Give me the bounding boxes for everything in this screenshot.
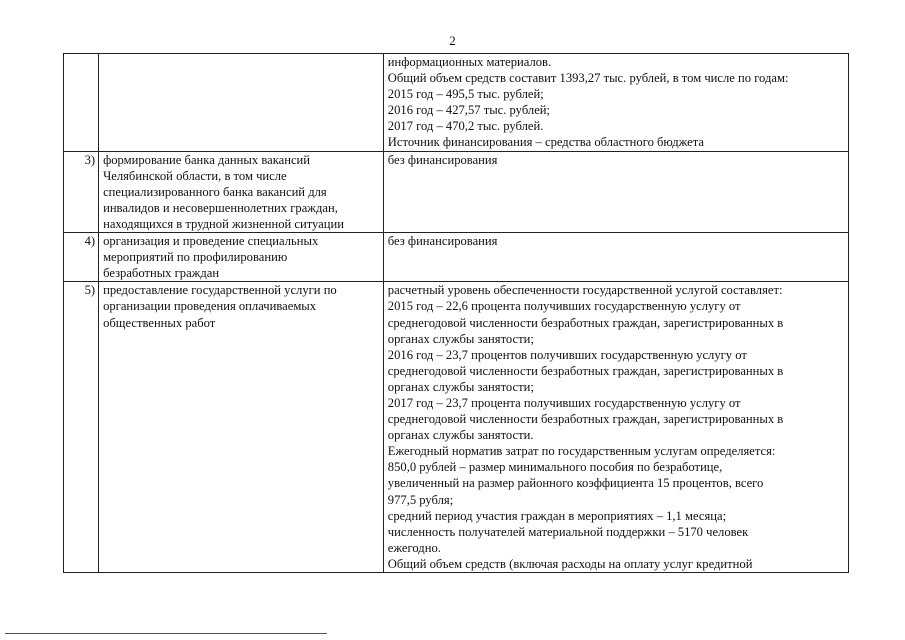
financing-line: 2015 год – 495,5 тыс. рублей; (387, 87, 544, 102)
activity-name-line: мероприятий по профилированию (103, 250, 288, 265)
financing-line: 2016 год – 23,7 процентов получивших государственную услугу от (387, 347, 747, 362)
activity-name-line: Челябинской области, в том числе (103, 168, 287, 183)
activity-name-cell (99, 233, 384, 282)
program-table (63, 53, 849, 573)
table-row (64, 282, 849, 573)
financing-cell (383, 233, 848, 282)
activity-name-line: организация и проведение специальных (103, 234, 319, 249)
activity-name-line: предоставление государственной услуги по (103, 283, 337, 298)
financing-line: органах службы занятости; (387, 379, 534, 394)
financing-line: численность получателей материальной поддержки – 5170 человек (387, 524, 749, 539)
activity-name-line: организации проведения оплачиваемых (103, 299, 317, 314)
page-number: 2 (449, 33, 456, 48)
footer-rule (5, 633, 327, 634)
financing-line: среднегодовой численности безработных граждан, зарегистрированных в (387, 412, 784, 427)
financing-line: 2016 год – 427,57 тыс. рублей; (387, 103, 551, 118)
financing-line: расчетный уровень обеспеченности государственной услугой составляет: (387, 283, 783, 298)
financing-line: 977,5 рубля; (387, 492, 454, 507)
financing-line: 850,0 рублей – размер минимального пособия по безработице, (387, 460, 723, 475)
financing-line: среднегодовой численности безработных граждан, зарегистрированных в (387, 315, 784, 330)
activity-name-line: инвалидов и несовершеннолетних граждан, (103, 200, 338, 215)
financing-line: увеличенный на размер районного коэффициента 15 процентов, всего (387, 476, 764, 491)
financing-line: среднегодовой численности безработных граждан, зарегистрированных в (387, 363, 784, 378)
financing-line: Общий объем средств (включая расходы на оплату услуг кредитной (387, 556, 753, 571)
financing-line: органах службы занятости. (387, 428, 534, 443)
financing-line: 2017 год – 23,7 процента получивших государственную услугу от (387, 395, 741, 410)
financing-cell (383, 151, 848, 232)
financing-line: органах службы занятости; (387, 331, 534, 346)
row-number: 3) (84, 152, 96, 167)
activity-name-line: общественных работ (103, 315, 216, 330)
activity-name-line: формирование банка данных вакансий (103, 152, 311, 167)
financing-line: информационных материалов. (387, 55, 552, 69)
activity-name-cell (99, 282, 384, 573)
financing-line: без финансирования (387, 234, 498, 249)
financing-line: средний период участия граждан в мероприятиях – 1,1 месяца; (387, 508, 727, 523)
financing-line: без финансирования (387, 152, 498, 167)
table-row (64, 151, 849, 232)
row-number-cell (64, 54, 99, 152)
activity-name-cell (99, 54, 384, 152)
row-number: 4) (84, 234, 96, 249)
table-row (64, 54, 849, 152)
row-number-cell (64, 151, 99, 232)
row-number: 5) (84, 283, 96, 298)
activity-name-line: безработных граждан (103, 266, 220, 281)
financing-line: 2015 год – 22,6 процента получивших государственную услугу от (387, 299, 741, 314)
financing-line: Источник финансирования – средства областного бюджета (387, 135, 704, 150)
activity-name-line: находящихся в трудной жизненной ситуации (103, 216, 344, 231)
financing-line: Ежегодный норматив затрат по государственным услугам определяется: (387, 444, 776, 459)
table-row (64, 233, 849, 282)
activity-name-line: специализированного банка вакансий для (103, 184, 327, 199)
row-number-cell (64, 282, 99, 573)
financing-line: Общий объем средств составит 1393,27 тыс. рублей, в том числе по годам: (387, 71, 789, 86)
financing-cell (383, 54, 848, 152)
financing-line: ежегодно. (387, 540, 441, 555)
financing-line: 2017 год – 470,2 тыс. рублей. (387, 119, 544, 134)
row-number-cell (64, 233, 99, 282)
activity-name-cell (99, 151, 384, 232)
financing-cell (383, 282, 848, 573)
